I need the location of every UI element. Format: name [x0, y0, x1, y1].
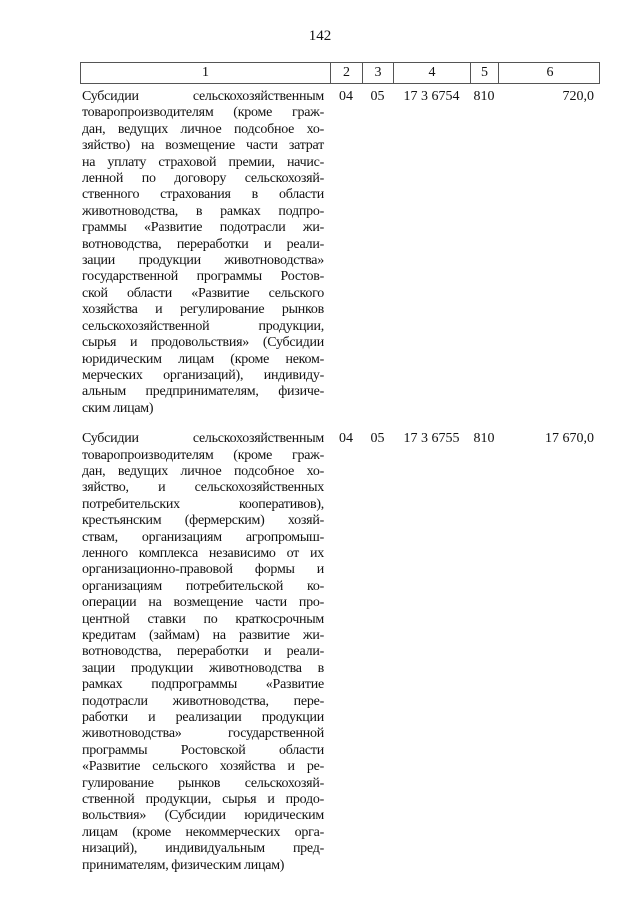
header-col-6: 6 — [546, 65, 554, 80]
description-line: товаропроизводителям (кроме граж- — [82, 447, 324, 463]
target-article-code: 17 3 6754 — [403, 89, 460, 104]
target-article-code: 17 3 6755 — [403, 431, 460, 447]
description-line: работки и реализации продукции — [82, 710, 324, 726]
description-line: подотрасли животноводства, пере- — [82, 693, 324, 709]
header-col-2: 2 — [331, 63, 363, 83]
row-description — [80, 89, 330, 417]
description-line: альным предпринимателям, физиче- — [82, 384, 324, 400]
description-line: ленной по договору сельскохозяй- — [82, 171, 324, 187]
description-line: организационно-правовой формы и — [82, 562, 324, 578]
description-line: животноводства» государственной — [82, 726, 324, 742]
amount: 17 670,0 — [545, 431, 594, 447]
expense-type-code: 810 — [473, 89, 495, 104]
expense-type-code: 810 — [473, 431, 495, 447]
description-line: «Развитие сельского хозяйства и ре- — [82, 759, 324, 775]
description-line: ствам, организациям агропромыш- — [82, 529, 324, 545]
description-line: зяйство, и сельскохозяйственных — [82, 480, 324, 496]
description-line: зации продукции животноводства в — [82, 660, 324, 676]
description-line: сырья и продовольствия» (Субсидии — [82, 335, 324, 351]
description-line: ственной продукции, сырья и продо- — [82, 792, 324, 808]
description-line: дан, ведущих личное подсобное хо- — [82, 463, 324, 479]
description-line: программы Ростовской области — [82, 742, 324, 758]
description-line: товаропроизводителям (кроме граж- — [82, 105, 324, 121]
section-code: 04 — [339, 89, 353, 104]
description-line: вотноводства, переработки и реали- — [82, 644, 324, 660]
description-line: крестьянским (фермерским) хозяй- — [82, 513, 324, 529]
table-row — [80, 431, 600, 874]
table-header — [80, 62, 600, 84]
description-line: зации продукции животноводства» — [82, 253, 324, 269]
row-description — [80, 431, 330, 874]
description-line: государственной программы Ростов- — [82, 269, 324, 285]
description-line: принимателям, физическим лицам) — [82, 857, 285, 873]
table-row — [80, 89, 600, 417]
description-line: ленного комплекса независимо от их — [82, 545, 324, 561]
description-line: ским лицам) — [82, 400, 154, 416]
description-line: кредитам (займам) на развитие жи- — [82, 628, 324, 643]
description-line: центной ставки по краткосрочным — [82, 611, 324, 627]
description-line: ственного страхования в области — [82, 187, 324, 203]
description-line: организациям потребительской ко- — [82, 578, 324, 594]
description-line: потребительских кооперативов), — [82, 496, 324, 512]
description-line: лицам (кроме некоммерческих орга- — [82, 824, 324, 840]
subsection-code: 05 — [370, 89, 385, 104]
description-line: граммы «Развитие подотрасли жи- — [82, 220, 324, 236]
description-line: зяйство) на возмещение части затрат — [82, 138, 324, 154]
description-line: Субсидии сельскохозяйственным — [82, 89, 324, 104]
header-col-4: 4 — [394, 63, 471, 83]
page-number: 142 — [308, 28, 332, 44]
description-line: хозяйства и регулирование рынков — [82, 302, 324, 318]
description-line: на уплату страховой премии, начис- — [82, 154, 324, 170]
description-line: мерческих организаций), индивиду- — [82, 367, 324, 383]
description-line: гулирование рынков сельскохозяй- — [82, 775, 324, 791]
description-line: Субсидии сельскохозяйственным — [82, 431, 324, 447]
amount: 720,0 — [562, 89, 594, 104]
table-body — [80, 89, 600, 888]
header-col-3: 3 — [363, 63, 394, 83]
description-line: дан, ведущих личное подсобное хо- — [82, 121, 324, 137]
description-line: сельскохозяйственной продукции, — [82, 318, 324, 334]
description-line: низаций), индивидуальным пред- — [82, 841, 324, 857]
description-line: животноводства, в рамках подпро- — [82, 203, 324, 219]
header-col-5: 5 — [471, 63, 499, 83]
section-code: 04 — [339, 431, 353, 447]
description-line: рамках подпрограммы «Развитие — [82, 677, 324, 693]
description-line: вотноводства, переработки и реали- — [82, 236, 324, 252]
description-line: вольствия» (Субсидии юридическим — [82, 808, 324, 824]
description-line: ской области «Развитие сельского — [82, 285, 324, 301]
description-line: юридическим лицам (кроме неком- — [82, 351, 324, 367]
description-line: операции на возмещение части про- — [82, 595, 324, 611]
subsection-code: 05 — [370, 431, 385, 447]
header-col-1: 1 — [81, 63, 331, 83]
